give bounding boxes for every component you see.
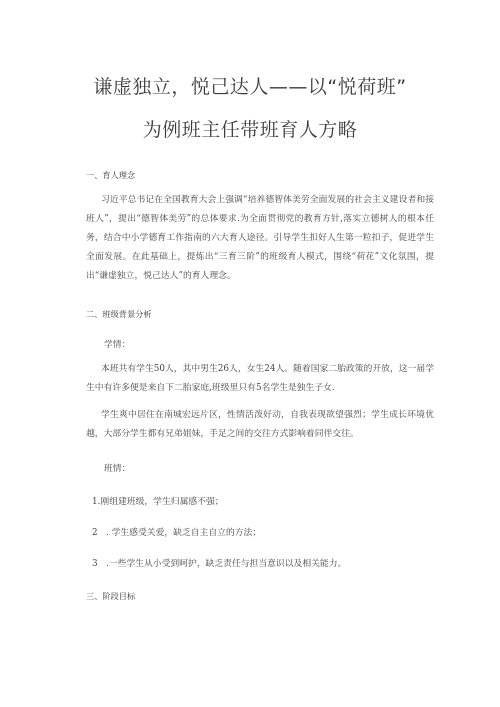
section-heading-background: 二、班级背景分析 [86, 309, 152, 319]
student-situation-label: 学情： [104, 340, 131, 350]
section-heading-philosophy: 一、育人理念 [86, 170, 136, 180]
student-situation-paragraph-1: 本班共有学生50人，其中男生26人，女生24人。随着国家二胎政策的开放，这一届学生中有许多便是来自下二胎家庭,班级里只有5名学生是独生子女. [86, 364, 434, 393]
section-heading-goals: 三、阶段目标 [86, 591, 136, 601]
class-situation-item-1: 1.刚组建班级，学生归属感不强； [92, 497, 224, 507]
philosophy-paragraph: 习近平总书记在全国教育大会上强调“培养德智体美劳全面发展的社会主义建设者和接班人”，提出“德智体美劳”的总体要求.为全面贯彻党的教育方针,落实立德树人的根本任务，结合中小学德育工作指南的六大育人途径。引导学生扣好人生第一粒扣子，促进学生全面发展。在此基础上，提炼出“三育三阶”的班级育人模式，围绕“荷花”文化氛围，提出“谦虚独立，悦己达人”的育人理念。 [86, 195, 434, 281]
class-situation-item-2: 2 . 学生感受关爱，缺乏自主自立的方法； [92, 528, 262, 538]
student-situation-paragraph-2: 学生爽中居住在南城宏远片区，性情活泼好动，自我表现欲望强烈；学生成长环境优越，大部分学生都有兄弟姐妹，手足之间的交往方式影响着同伴交往。 [86, 410, 434, 439]
document-title-line-2: 为例班主任带班育人方略 [142, 119, 358, 141]
class-situation-label: 班情： [104, 464, 131, 474]
class-situation-item-3: 3 .一些学生从小受到呵护，缺乏责任与担当意识以及相关能力。 [92, 559, 347, 569]
document-title-line-1: 谦虚独立，悦己达人——以“悦荷班” [93, 76, 407, 98]
